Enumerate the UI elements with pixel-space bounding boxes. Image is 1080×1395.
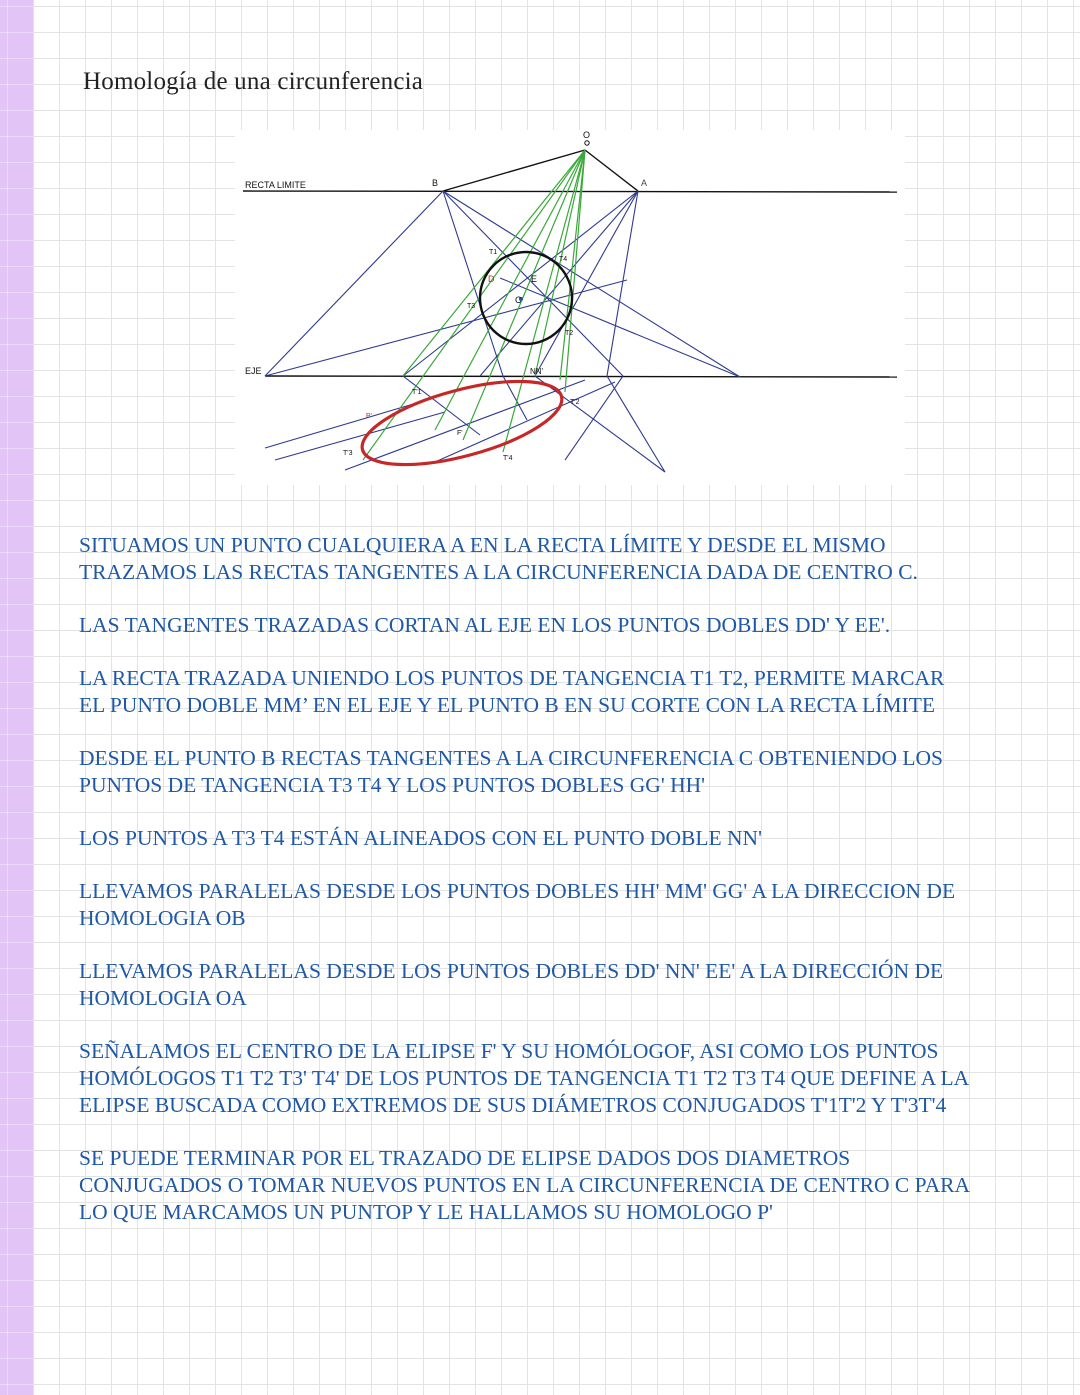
page-title: Homología de una circunferencia — [83, 68, 424, 95]
step-5: LOS PUNTOS A T3 T4 ESTÁN ALINEADOS CON EL PUNTO DOBLE NN' — [79, 826, 762, 850]
point-fp-label: F' — [457, 430, 463, 437]
step-1: SITUAMOS UN PUNTO CUALQUIERA A EN LA RECTA LÍMITE Y DESDE EL MISMO TRAZAMOS LAS RECTAS TANGENTES A LA CIRCUNFERENCIA DADA DE CENTRO C. — [79, 533, 918, 584]
eje-label: EJE — [245, 366, 262, 376]
point-a-label: A — [641, 178, 648, 188]
point-nn-label: NN' — [530, 367, 544, 376]
point-c-label: C — [515, 295, 522, 305]
point-o-label: O — [583, 130, 591, 140]
ray-o-7 — [560, 150, 585, 380]
point-t1p-label: T'1 — [412, 389, 422, 396]
diagram-svg — [235, 130, 905, 485]
construction-steps — [79, 532, 1069, 1252]
line-o-b — [443, 150, 585, 191]
step-3: LA RECTA TRAZADA UNIENDO LOS PUNTOS DE TANGENCIA T1 T2, PERMITE MARCAR EL PUNTO DOBLE MM’ EN EL EJE Y EL PUNTO B EN SU CORTE CON LA RECTA LÍMITE — [79, 666, 945, 717]
point-b-label: B — [432, 178, 439, 188]
line-b-right — [443, 191, 740, 377]
step-8: SEÑALAMOS EL CENTRO DE LA ELIPSE F' Y SU HOMÓLOGOF, ASI COMO LOS PUNTOS HOMÓLOGOS T1 T2 T3' T4' DE LOS PUNTOS DE TANGENCIA T1 T2 T3 T4 QUE DEFINE A LA ELIPSE BUSCADA COMO EXTREMOS DE SUS DIÁMETROS CONJUGADOS T'1T'2 Y T'3T'4 — [79, 1039, 970, 1117]
point-o-marker — [585, 141, 589, 145]
line-o-a — [585, 150, 638, 191]
line-x-cross-2 — [500, 278, 740, 377]
line-below-3 — [607, 376, 665, 472]
point-t1-label: T1 — [489, 249, 498, 256]
point-t2-label: T2 — [565, 330, 574, 337]
step-6: LLEVAMOS PARALELAS DESDE LOS PUNTOS DOBLES HH' MM' GG' A LA DIRECCION DE HOMOLOGIA OB — [79, 879, 956, 930]
point-d-label: D — [488, 274, 495, 284]
step-4: DESDE EL PUNTO B RECTAS TANGENTES A LA CIRCUNFERENCIA C OBTENIENDO LOS PUNTOS DE TANGENCIA T3 T4 Y LOS PUNTOS DOBLES GG' HH' — [79, 746, 943, 797]
point-t3p-label: T'3 — [343, 450, 353, 457]
point-pp-label: P' — [366, 413, 373, 420]
homology-diagram — [235, 130, 905, 485]
point-t3-label: T3 — [467, 303, 476, 310]
eje-line — [265, 376, 897, 377]
parallel-4 — [435, 382, 615, 462]
step-9: SE PUEDE TERMINAR POR EL TRAZADO DE ELIPSE DADOS DOS DIAMETROS CONJUGADOS O TOMAR NUEVOS PUNTOS EN LA CIRCUNFERENCIA DE CENTRO C PARA LO QUE MARCAMOS UN PUNTOP Y LE HALLAMOS SU HOMOLOGO P' — [79, 1146, 970, 1224]
point-e-label: E — [531, 274, 538, 284]
recta-limite-line — [243, 191, 897, 192]
point-t4-label: T4 — [559, 256, 568, 263]
step-2: LAS TANGENTES TRAZADAS CORTAN AL EJE EN LOS PUNTOS DOBLES DD' Y EE'. — [79, 613, 891, 637]
line-below-5 — [565, 376, 623, 460]
recta-limite-label: RECTA LIMITE — [245, 180, 306, 190]
point-t2p-label: T'2 — [570, 399, 580, 406]
point-t4p-label: T'4 — [503, 455, 513, 462]
notebook-margin — [0, 0, 33, 1395]
ellipse-result — [354, 364, 570, 481]
line-b-left — [265, 191, 443, 376]
line-a-left — [403, 191, 638, 376]
line-below-4 — [535, 376, 665, 472]
step-7: LLEVAMOS PARALELAS DESDE LOS PUNTOS DOBLES DD' NN' EE' A LA DIRECCIÓN DE HOMOLOGIA OA — [79, 959, 944, 1010]
parallel-2 — [275, 412, 445, 460]
